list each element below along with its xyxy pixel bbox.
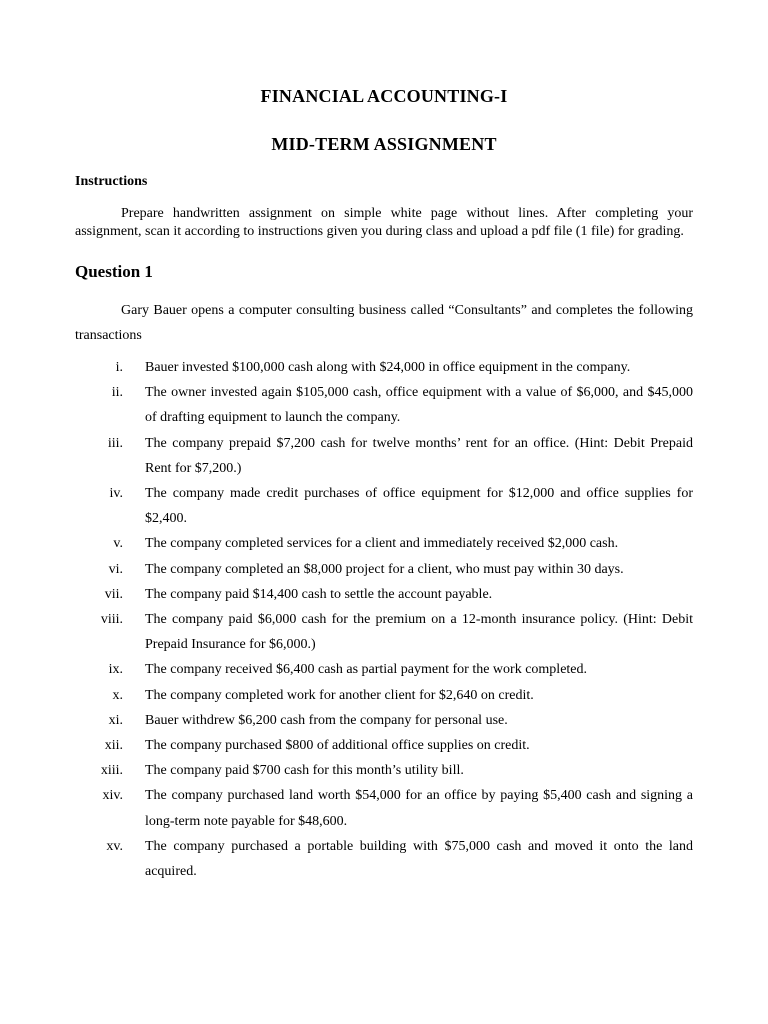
transaction-text: The company made credit purchases of office equipment for $12,000 and office supplies for $2,400. xyxy=(145,486,693,527)
transaction-text: The company paid $6,000 cash for the premium on a 12-month insurance policy. (Hint: Debit Prepaid Insurance for $6,000.) xyxy=(145,612,693,653)
transaction-text: The company purchased $800 of additional office supplies on credit. xyxy=(145,738,530,754)
transaction-item xyxy=(75,380,693,430)
transaction-item xyxy=(75,557,693,582)
transaction-number: v. xyxy=(113,536,123,552)
transaction-item xyxy=(75,783,693,833)
transaction-text: The owner invested again $105,000 cash, office equipment with a value of $6,000, and $45,000 of drafting equipment to launch the company. xyxy=(145,385,693,426)
transaction-text: The company completed services for a client and immediately received $2,000 cash. xyxy=(145,536,619,552)
transaction-item xyxy=(75,481,693,531)
transaction-text: The company prepaid $7,200 cash for twelve months’ rent for an office. (Hint: Debit Prepaid Rent for $7,200.) xyxy=(145,435,693,476)
document-subtitle: MID-TERM ASSIGNMENT xyxy=(271,134,497,154)
transaction-number: viii. xyxy=(100,612,123,628)
question-intro: Gary Bauer opens a computer consulting business called “Consultants” and completes the following transactions xyxy=(75,303,693,343)
document-title: FINANCIAL ACCOUNTING-I xyxy=(260,86,508,106)
transaction-text: The company paid $14,400 cash to settle the account payable. xyxy=(145,586,493,602)
transaction-item xyxy=(75,758,693,783)
transaction-text: The company completed work for another client for $2,640 on credit. xyxy=(145,687,534,703)
transaction-item xyxy=(75,355,693,380)
transaction-number: ix. xyxy=(108,662,123,678)
transaction-item xyxy=(75,733,693,758)
transaction-number: xiii. xyxy=(100,763,123,779)
transaction-number: iv. xyxy=(109,486,123,502)
transaction-number: xv. xyxy=(106,838,123,854)
transaction-text: The company purchased land worth $54,000 for an office by paying $5,400 cash and signing a long-term note payable for $48,600. xyxy=(145,788,693,829)
transaction-item xyxy=(75,531,693,556)
transaction-text: The company received $6,400 cash as partial payment for the work completed. xyxy=(145,662,588,678)
transaction-number: ii. xyxy=(111,385,123,401)
transaction-number: vii. xyxy=(104,586,123,602)
transaction-item xyxy=(75,607,693,657)
transaction-number: x. xyxy=(112,687,123,703)
transaction-item xyxy=(75,683,693,708)
transaction-number: i. xyxy=(115,360,123,375)
transaction-number: iii. xyxy=(107,435,123,451)
transaction-item xyxy=(75,834,693,884)
transaction-item xyxy=(75,582,693,607)
transaction-text: Bauer withdrew $6,200 cash from the company for personal use. xyxy=(145,712,508,728)
transaction-number: vi. xyxy=(108,561,123,577)
instructions-heading: Instructions xyxy=(75,174,148,189)
question-heading: Question 1 xyxy=(75,262,153,281)
transaction-item xyxy=(75,708,693,733)
transaction-number: xii. xyxy=(104,738,123,754)
transaction-item xyxy=(75,431,693,481)
instructions-text: Prepare handwritten assignment on simple white page without lines. After completing your assignment, scan it according to instructions given you during class and upload a pdf file (1 file) for grading. xyxy=(75,206,693,239)
transaction-text: The company purchased a portable building with $75,000 cash and moved it onto the land acquired. xyxy=(145,838,693,880)
transaction-number: xiv. xyxy=(102,788,123,804)
transaction-list xyxy=(75,355,693,884)
transaction-text: The company completed an $8,000 project for a client, who must pay within 30 days. xyxy=(145,561,624,577)
transaction-item xyxy=(75,657,693,682)
transaction-number: xi. xyxy=(108,712,123,728)
transaction-text: The company paid $700 cash for this month’s utility bill. xyxy=(145,763,464,779)
transaction-text: Bauer invested $100,000 cash along with $24,000 in office equipment in the company. xyxy=(145,360,631,375)
